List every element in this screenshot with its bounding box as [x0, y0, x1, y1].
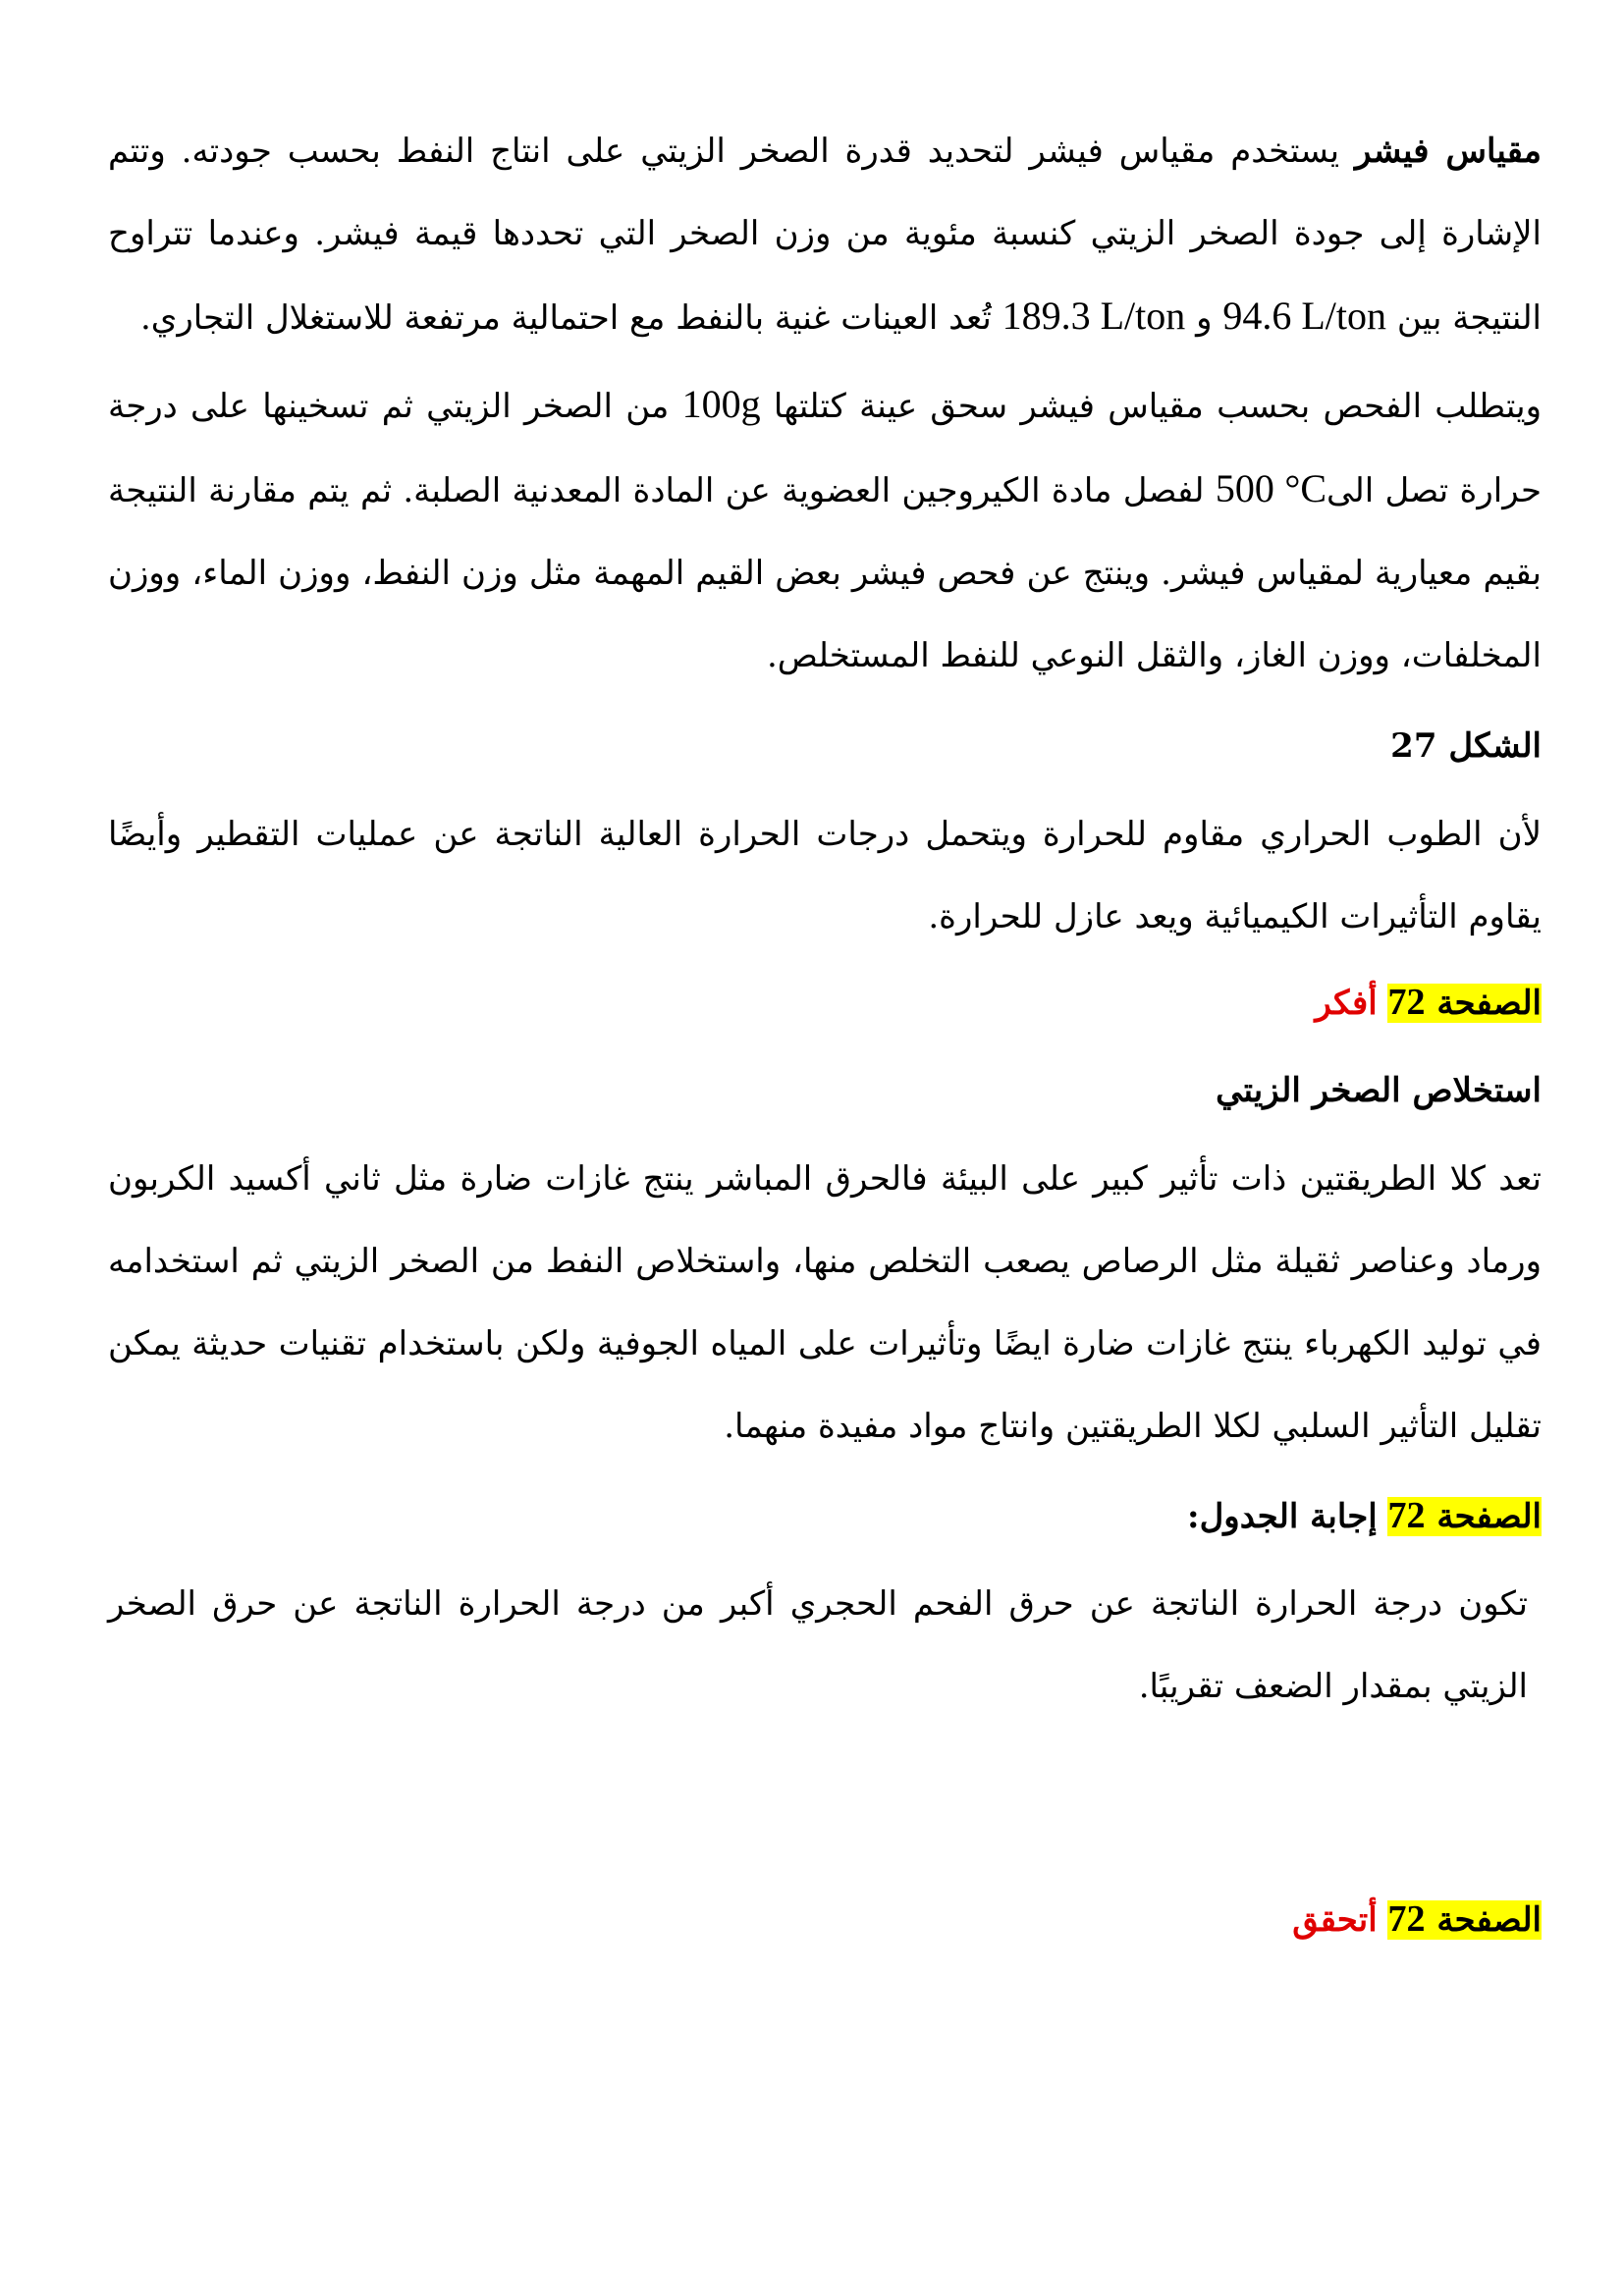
- temperature-value: 500 °C: [1215, 466, 1327, 510]
- paragraph-text: تُعد العينات غنية بالنفط مع احتمالية مرتفعة للاستغلال التجاري.: [139, 298, 1002, 338]
- page-label: الصفحة: [1436, 1497, 1542, 1536]
- figure-heading: الشكل 27: [1390, 726, 1542, 766]
- conjunction-and: و: [1185, 298, 1223, 338]
- value-low: 94.6 L/ton: [1222, 294, 1387, 338]
- section-tag-verify: أتحقق: [1292, 1900, 1378, 1940]
- paragraph-text: يستخدم مقياس فيشر لتحديد قدرة الصخر الزيتي على انتاج النفط بحسب جودته. وتتم الإشارة إلى جودة الصخر الزيتي كنسبة مئوية من وزن الصخر التي تحددها قيمة فيشر. وعندما تتراوح النتيجة بين: [108, 132, 1542, 338]
- subheading-oil-shale-extraction: استخلاص الصخر الزيتي: [1216, 1071, 1542, 1110]
- paragraph-text: لفصل مادة الكيروجين العضوية عن المادة المعدنية الصلبة. ثم يتم مقارنة النتيجة بقيم معيارية لمقياس فيشر. وينتج عن فحص فيشر بعض القيم المهمة مثل وزن النفط، ووزن الماء، ووزن المخلفات، ووزن الغاز، والثقل النوعي للنفط المستخلص.: [108, 471, 1542, 675]
- page-number: 72: [1387, 1898, 1426, 1940]
- spacer: [108, 1728, 1542, 1875]
- page-ref-highlight: [1387, 1900, 1542, 1940]
- paragraph-refractory-brick: لأن الطوب الحراري مقاوم للحرارة ويتحمل درجات الحرارة العالية الناتجة عن عمليات التقطير وأيضًا يقاوم التأثيرات الكيميائية ويعد عازل للحرارة.: [108, 815, 1542, 936]
- page-label: الصفحة: [1436, 1900, 1542, 1940]
- value-high: 189.3 L/ton: [1001, 294, 1186, 338]
- term-fischer-scale: مقياس فيشر: [1354, 132, 1542, 171]
- section-tag-table-answer: إجابة الجدول:: [1187, 1497, 1378, 1536]
- page-label: الصفحة: [1436, 984, 1542, 1023]
- sample-mass: 100g: [681, 382, 761, 426]
- section-header-think: [108, 968, 1542, 1038]
- paragraph-text: من الصخر الزيتي ثم تسخينها على درجة حرارة تصل الى: [108, 387, 1542, 510]
- paragraph-temperature-compare: تكون درجة الحرارة الناتجة عن حرق الفحم الحجري أكبر من درجة الحرارة الناتجة عن حرق الصخر الزيتي بمقدار الضعف تقريبًا.: [108, 1584, 1528, 1706]
- paragraph-fischer-test: [108, 363, 1542, 697]
- page-number: 72: [1387, 982, 1426, 1023]
- section-header-table-answer: [108, 1481, 1542, 1551]
- paragraph-text: ويتطلب الفحص بحسب مقياس فيشر سحق عينة كتلتها: [760, 387, 1542, 426]
- section-header-verify: [108, 1885, 1542, 1954]
- paragraph-fischer-intro: [108, 110, 1542, 359]
- page-ref-highlight: [1387, 1497, 1542, 1536]
- section-tag-think: أفكر: [1315, 984, 1378, 1023]
- document-page: [108, 110, 1542, 1966]
- page-number: 72: [1387, 1495, 1426, 1536]
- paragraph-environment-impact: تعد كلا الطريقتين ذات تأثير كبير على البيئة فالحرق المباشر ينتج غازات ضارة مثل ثاني أكسيد الكربون ورماد وعناصر ثقيلة مثل الرصاص يصعب التخلص منها، واستخلاص النفط من الصخر الزيتي ثم استخدامه في توليد الكهرباء ينتج غازات ضارة ايضًا وتأثيرات على المياه الجوفية ولكن باستخدام تقنيات حديثة يمكن تقليل التأثير السلبي لكلا الطريقتين وانتاج مواد مفيدة منهما.: [108, 1159, 1542, 1446]
- page-ref-highlight: [1387, 984, 1542, 1023]
